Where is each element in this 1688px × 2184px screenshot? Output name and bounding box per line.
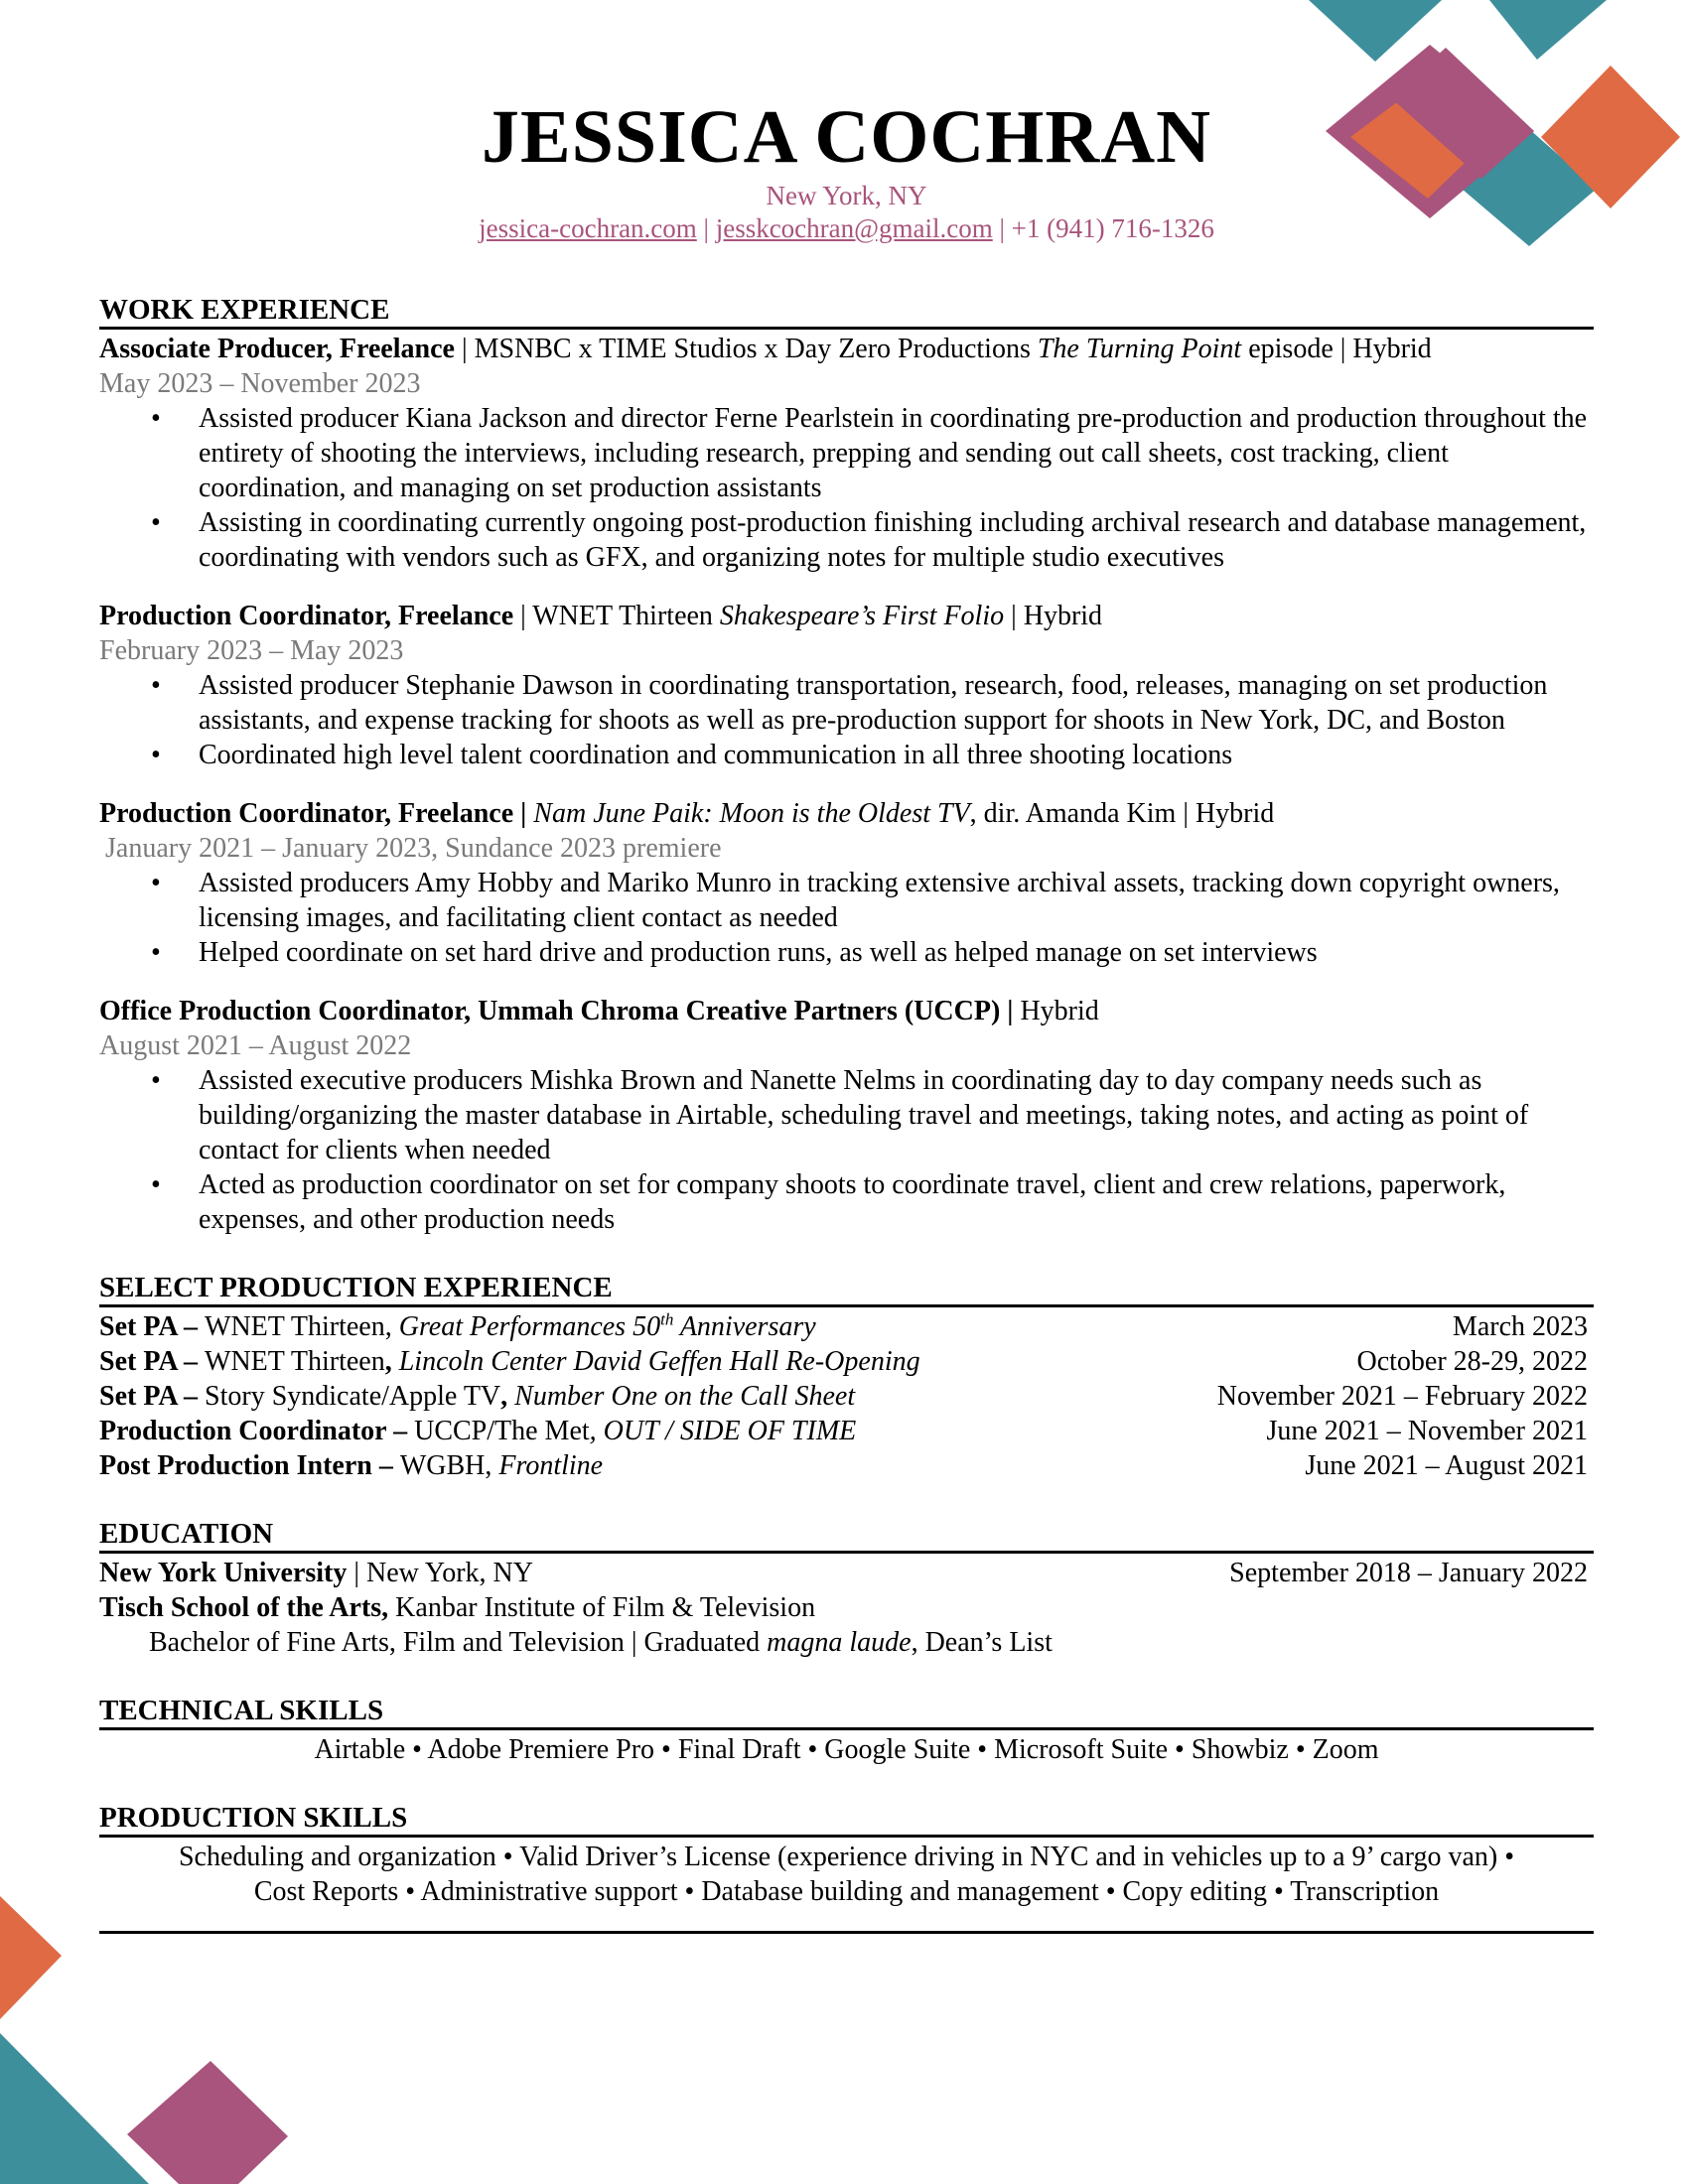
section-heading-production: SELECT PRODUCTION EXPERIENCE (99, 1271, 1594, 1307)
production-skills-line-2: Cost Reports • Administrative support • Database building and management • Copy editing • Transcription (253, 1876, 1440, 1907)
job-bullet: • Helped coordinate on set hard drive and production runs, as well as helped manage on set interviews (199, 935, 1594, 970)
candidate-location: New York, NY (766, 181, 927, 210)
job-bullets (99, 866, 1594, 970)
job-project: The Turning Point (1037, 334, 1242, 364)
job-dates: May 2023 – November 2023 (99, 368, 421, 399)
job-bullet: • Acted as production coordinator on set for company shoots to coordinate travel, client and crew relations, paperwork, expenses, and other production needs (199, 1167, 1594, 1237)
production-skills-line-1: Scheduling and organization • Valid Driver’s License (experience driving in NYC and in vehicles up to a 9’ cargo van) • (178, 1842, 1515, 1872)
production-row: Set PA – WNET Thirteen, Lincoln Center David Geffen Hall Re-Opening October 28-29, 2022 (99, 1346, 1588, 1377)
teal-triangle-top (1309, 0, 1442, 62)
degree: Bachelor of Fine Arts, Film and Television (149, 1627, 625, 1658)
production-role: Production Coordinator (99, 1416, 387, 1446)
section-heading-production-skills: PRODUCTION SKILLS (99, 1801, 1594, 1838)
job-title-line: Office Production Coordinator, Ummah Chroma Creative Partners (UCCP) | Hybrid (99, 996, 1099, 1026)
technical-skills-list: Airtable • Adobe Premiere Pro • Final Draft • Google Suite • Microsoft Suite • Showbiz • Zoom (314, 1734, 1379, 1765)
job-mode: Hybrid (1020, 996, 1099, 1026)
candidate-name: JESSICA COCHRAN (481, 95, 1212, 179)
contact-separator: | (696, 213, 716, 243)
resume-page (99, 94, 1594, 1934)
job-title: Production Coordinator, Freelance (99, 798, 514, 829)
production-date: October 28-29, 2022 (1356, 1346, 1588, 1377)
job-mode: Hybrid (1195, 798, 1275, 829)
production-title: Frontline (498, 1450, 604, 1481)
degree-line: Bachelor of Fine Arts, Film and Television | Graduated magna laude, Dean’s List (149, 1627, 1053, 1658)
contact-separator: | (992, 213, 1012, 243)
job-entry (99, 599, 1594, 772)
production-date: June 2021 – August 2021 (1305, 1450, 1588, 1481)
job-bullet: • Assisting in coordinating currently ongoing post-production finishing including archival research and database management, coordinating with vendors such as GFX, and organizing notes for multiple studio executives (199, 505, 1594, 575)
production-org: WNET Thirteen (205, 1346, 385, 1377)
job-bullets (99, 668, 1594, 772)
bottom-left-shapes (0, 1896, 288, 2184)
job-mode: Hybrid (1352, 334, 1432, 364)
job-title-line: Production Coordinator, Freelance | Nam June Paik: Moon is the Oldest TV, dir. Amanda Kim | Hybrid (99, 798, 1275, 829)
education-row: New York University | New York, NY September 2018 – January 2022 (99, 1558, 1588, 1588)
production-title: Number One on the Call Sheet (514, 1381, 856, 1412)
job-bullets (99, 1063, 1594, 1237)
section-heading-technical-skills: TECHNICAL SKILLS (99, 1694, 1594, 1730)
job-project: Nam June Paik: Moon is the Oldest TV (533, 798, 970, 829)
production-row: Set PA – Story Syndicate/Apple TV, Number One on the Call Sheet November 2021 – February 2022 (99, 1381, 1588, 1412)
production-row: Set PA – WNET Thirteen, Great Performances 50th Anniversary March 2023 (99, 1309, 1588, 1342)
job-entry (99, 332, 1594, 575)
production-org: Story Syndicate/Apple TV (205, 1381, 501, 1412)
job-entry (99, 796, 1594, 970)
website-link[interactable]: jessica-cochran.com (479, 213, 697, 243)
job-title-line: Associate Producer, Freelance | MSNBC x TIME Studios x Day Zero Productions The Turning Point episode | Hybrid (99, 334, 1432, 364)
job-title: Office Production Coordinator, Ummah Chroma Creative Partners (UCCP) (99, 996, 1001, 1026)
orange-triangle-left (0, 1896, 62, 2019)
job-bullet: • Coordinated high level talent coordination and communication in all three shooting locations (199, 738, 1594, 772)
production-title: Lincoln Center David Geffen Hall Re-Opening (398, 1346, 920, 1377)
production-date: June 2021 – November 2021 (1266, 1416, 1588, 1446)
email-link[interactable]: jesskcochran@gmail.com (715, 213, 993, 243)
production-title: , OUT / SIDE OF TIME (589, 1416, 857, 1446)
honor: magna laude (767, 1627, 912, 1658)
production-date: March 2023 (1452, 1311, 1588, 1342)
education-block (99, 1556, 1594, 1660)
job-bullet: • Assisted producers Amy Hobby and Mariko Munro in tracking extensive archival assets, tracking down copyright owners, licensing images, and facilitating client contact as needed (199, 866, 1594, 935)
production-date: November 2021 – February 2022 (1216, 1381, 1588, 1412)
job-title: Production Coordinator, Freelance (99, 601, 514, 631)
job-org: MSNBC x TIME Studios x Day Zero Productions (474, 334, 1038, 364)
college-line (99, 1590, 1594, 1625)
college-name: Tisch School of the Arts, (99, 1592, 389, 1623)
magenta-diamond-bottom (127, 2061, 288, 2184)
production-org: UCCP/The Met (414, 1416, 590, 1446)
phone-number: +1 (941) 716-1326 (1011, 213, 1214, 243)
job-org: WNET Thirteen (532, 601, 720, 631)
production-role: Set PA (99, 1381, 178, 1412)
contact-line (99, 211, 1594, 245)
school-city: New York, NY (365, 1558, 533, 1588)
job-title: Associate Producer, Freelance (99, 334, 455, 364)
teal-chevron-top (1489, 0, 1607, 60)
education-dates: September 2018 – January 2022 (1229, 1558, 1588, 1588)
job-project: Shakespeare’s First Folio (719, 601, 1005, 631)
production-title: Great Performances 50th Anniversary (398, 1309, 816, 1342)
production-role: Post Production Intern (99, 1450, 372, 1481)
job-dates: February 2023 – May 2023 (99, 635, 404, 666)
job-title-line: Production Coordinator, Freelance | WNET Thirteen Shakespeare’s First Folio | Hybrid (99, 601, 1103, 631)
school-name: New York University (99, 1558, 348, 1588)
production-list (99, 1309, 1594, 1483)
job-bullets (99, 401, 1594, 575)
job-dates: August 2021 – August 2022 (99, 1030, 412, 1061)
job-bullet: • Assisted producer Stephanie Dawson in coordinating transportation, research, food, releases, managing on set production assistants, and expense tracking for shoots as well as pre-production support for shoots in New York, DC, and Boston (199, 668, 1594, 738)
job-dates: January 2021 – January 2023, Sundance 2023 premiere (105, 833, 722, 864)
production-role: Set PA (99, 1311, 185, 1342)
section-heading-work: WORK EXPERIENCE (99, 293, 1594, 330)
job-entry (99, 994, 1594, 1237)
teal-triangle-bottom (0, 2033, 149, 2184)
institute-name: Kanbar Institute of Film & Television (388, 1592, 816, 1623)
production-row: Production Coordinator – UCCP/The Met, OUT / SIDE OF TIME June 2021 – November 2021 (99, 1416, 1588, 1446)
production-row: Post Production Intern – WGBH, Frontline June 2021 – August 2021 (99, 1450, 1588, 1481)
job-bullet: • Assisted executive producers Mishka Brown and Nanette Nelms in coordinating day to day company needs such as building/organizing the master database in Airtable, scheduling travel and meetings, taking notes, and acting as point of contact for clients when needed (199, 1063, 1594, 1167)
production-role: Set PA (99, 1346, 178, 1377)
production-org: WGBH, (399, 1450, 499, 1481)
production-org: WNET Thirteen, (205, 1311, 399, 1342)
job-mode: Hybrid (1023, 601, 1103, 631)
section-heading-education: EDUCATION (99, 1517, 1594, 1554)
closing-rule (99, 1931, 1594, 1934)
job-bullet: • Assisted producer Kiana Jackson and director Ferne Pearlstein in coordinating pre-production and production throughout the entirety of shooting the interviews, including research, prepping and sending out call sheets, cost tracking, client coordination, and managing on set production assistants (199, 401, 1594, 505)
